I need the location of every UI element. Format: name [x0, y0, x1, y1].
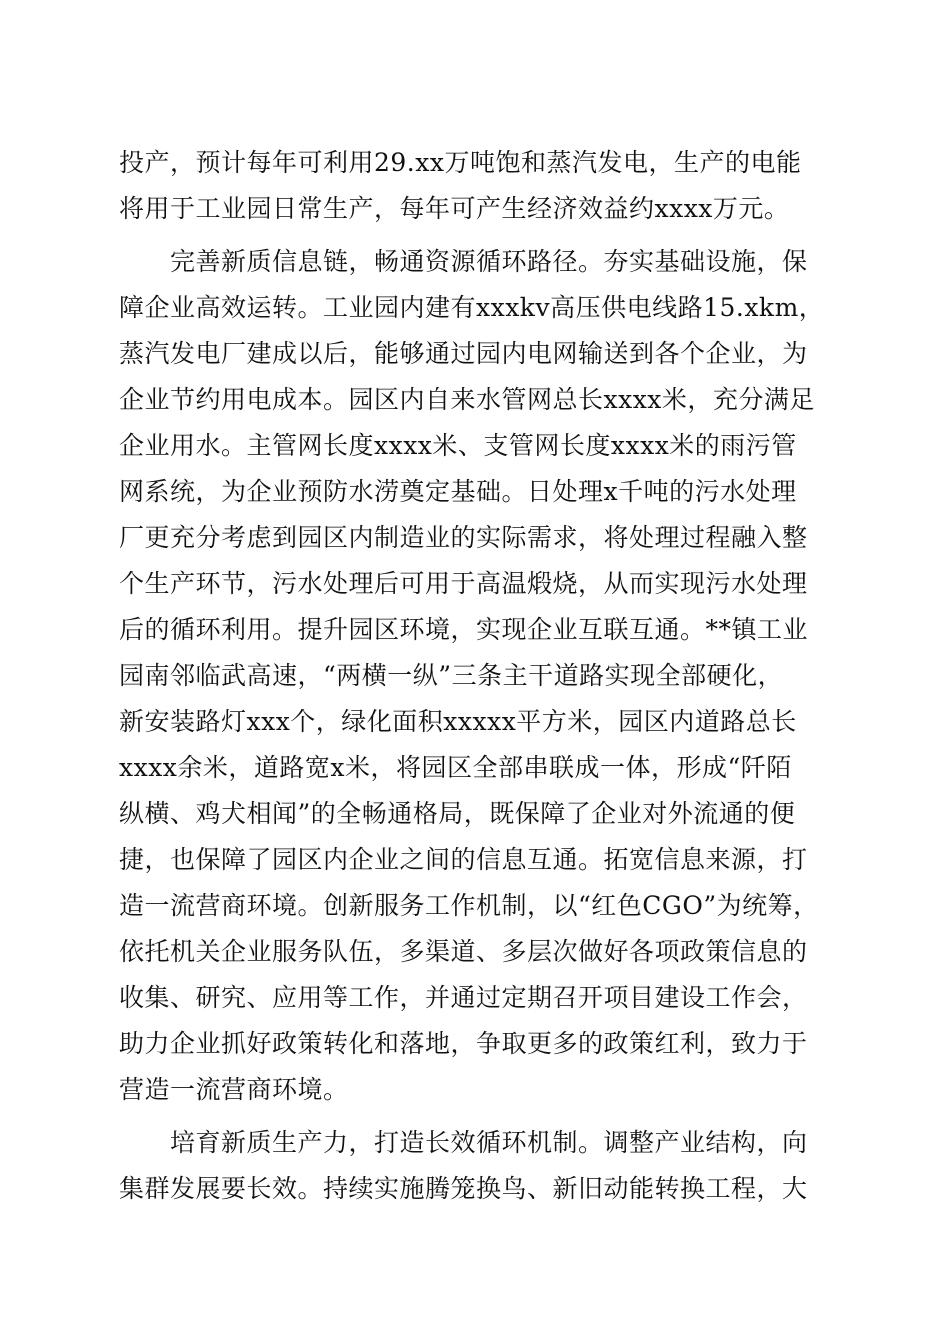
paragraph-line: 厂更充分考虑到园区内制造业的实际需求，将处理过程融入整	[119, 523, 808, 552]
paragraph-line: 蒸汽发电厂建成以后，能够通过园内电网输送到各个企业，为	[119, 339, 808, 368]
paragraph-3	[119, 1120, 831, 1212]
paragraph-line: 营造一流营商环境。	[119, 1075, 349, 1104]
paragraph-line: 网系统，为企业预防水涝奠定基础。日处理x千吨的污水处理	[119, 477, 797, 506]
paragraph-line: 将用于工业园日常生产，每年可产生经济效益约xxxx万元。	[119, 194, 790, 223]
paragraph-line: 培育新质生产力，打造长效循环机制。调整产业结构，向	[170, 1128, 808, 1157]
paragraph-line: 完善新质信息链，畅通资源循环路径。夯实基础设施，保	[170, 247, 808, 276]
paragraph-line: 新安装路灯xxx个，绿化面积xxxxx平方米，园区内道路总长	[119, 707, 797, 736]
paragraph-line: 依托机关企业服务队伍，多渠道、多层次做好各项政策信息的	[119, 937, 808, 966]
paragraph-line: 纵横、鸡犬相闻”的全畅通格局，既保障了企业对外流通的便	[119, 799, 796, 828]
paragraph-line: 企业用水。主管网长度xxxx米、支管网长度xxxx米的雨污管	[119, 431, 797, 460]
paragraph-line: 造一流营商环境。创新服务工作机制，以“红色CGO”为统筹，	[119, 891, 819, 920]
paragraph-line: 收集、研究、应用等工作，并通过定期召开项目建设工作会，	[119, 983, 808, 1012]
paragraph-1	[119, 140, 831, 232]
paragraph-2	[119, 239, 831, 1113]
paragraph-line: 后的循环利用。提升园区环境，实现企业互联互通。**镇工业	[119, 615, 809, 644]
paragraph-line: 障企业高效运转。工业园内建有xxxkv高压供电线路15.xkm，	[119, 293, 825, 322]
paragraph-gap	[119, 232, 831, 239]
paragraph-line: 企业节约用电成本。园区内自来水管网总长xxxx米，充分满足	[119, 385, 815, 414]
paragraph-gap	[119, 1113, 831, 1120]
paragraph-line: 个生产环节，污水处理后可用于高温煅烧，从而实现污水处理	[119, 569, 808, 598]
paragraph-line: 助力企业抓好政策转化和落地，争取更多的政策红利，致力于	[119, 1029, 808, 1058]
paragraph-line: 集群发展要长效。持续实施腾笼换鸟、新旧动能转换工程，大	[119, 1174, 808, 1203]
paragraph-line: 投产，预计每年可利用29.xx万吨饱和蒸汽发电，生产的电能	[119, 148, 802, 177]
paragraph-line: xxxx余米，道路宽x米，将园区全部串联成一体，形成“阡陌	[119, 753, 792, 782]
paragraph-line: 园南邻临武高速，“两横一纵”三条主干道路实现全部硬化，	[119, 661, 784, 690]
paragraph-line: 捷，也保障了园区内企业之间的信息互通。拓宽信息来源，打	[119, 845, 808, 874]
document-body	[119, 140, 831, 1212]
